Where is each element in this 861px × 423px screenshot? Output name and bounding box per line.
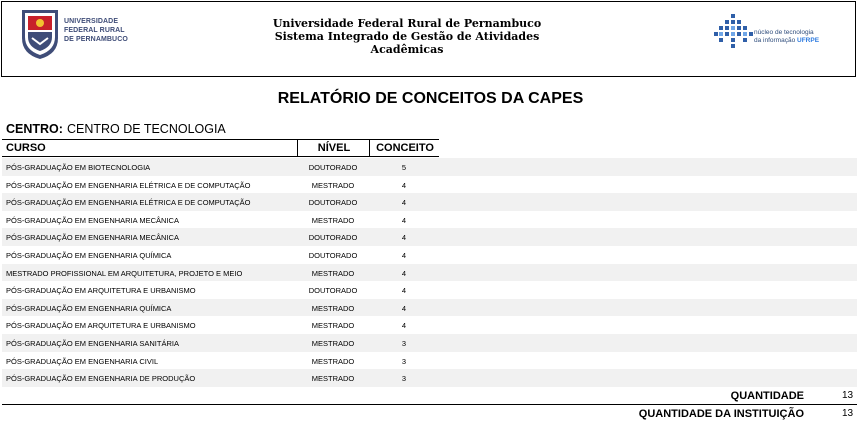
cell-nivel: MESTRADO [311,321,355,331]
report-header [1,1,856,77]
table-row [2,352,857,370]
cell-nivel: MESTRADO [311,356,355,366]
centro-value: CENTRO DE TECNOLOGIA [66,122,226,136]
table-header [2,139,439,157]
cell-curso: PÓS-GRADUAÇÃO EM ENGENHARIA CIVIL [6,356,159,366]
cell-curso: PÓS-GRADUAÇÃO EM ENGENHARIA MECÂNICA [6,233,179,243]
cell-curso: PÓS-GRADUAÇÃO EM ARQUITETURA E URBANISMO [6,321,196,331]
ntu-text-line: núcleo de tecnologia [754,29,814,36]
column-header-curso: CURSO [6,142,46,154]
cell-nivel: MESTRADO [311,374,355,384]
table-row [2,299,857,317]
quantity-summary [2,387,857,405]
quantity-value: 13 [842,390,854,401]
cell-curso: PÓS-GRADUAÇÃO EM ENGENHARIA QUÍMICA [6,250,172,260]
system-title-line: Acadêmicas [370,43,444,56]
table-row [2,334,857,352]
table-row [2,316,857,334]
table-body [2,158,857,387]
cell-curso: PÓS-GRADUAÇÃO EM ENGENHARIA QUÍMICA [6,303,172,313]
column-header-nivel: NÍVEL [297,140,370,156]
table-row [2,211,857,229]
cell-curso: PÓS-GRADUAÇÃO EM ENGENHARIA SANITÁRIA [6,338,179,348]
table-row [2,369,857,387]
system-title-line: Sistema Integrado de Gestão de Atividades [274,30,540,43]
cell-nivel: DOUTORADO [308,198,358,208]
cell-curso: PÓS-GRADUAÇÃO EM BIOTECNOLOGIA [6,163,151,172]
cell-conceito: 4 [401,250,407,260]
quantity-label: QUANTIDADE [730,390,804,402]
report-title: RELATÓRIO DE CONCEITOS DA CAPES [277,90,584,107]
cell-curso: MESTRADO PROFISSIONAL EM ARQUITETURA, PROJETO E MEIO [6,268,243,278]
table-row [2,228,857,246]
cell-conceito: 4 [401,198,407,208]
cell-nivel: DOUTORADO [308,163,358,172]
cell-nivel: MESTRADO [311,338,355,348]
cell-conceito: 3 [401,374,407,384]
cell-conceito: 5 [401,163,407,172]
cell-nivel: MESTRADO [311,303,355,313]
institution-line: FEDERAL RURAL [64,27,125,34]
ntu-brand-text [754,29,819,45]
table-row [2,176,857,194]
ntu-dots-icon [714,14,754,50]
institution-line: UNIVERSIDADE [64,18,119,25]
cell-curso: PÓS-GRADUAÇÃO EM ENGENHARIA ELÉTRICA E DE COMPUTAÇÃO [6,180,251,190]
table-row [2,264,857,282]
cell-curso: PÓS-GRADUAÇÃO EM ARQUITETURA E URBANISMO [6,286,196,296]
cell-conceito: 4 [401,321,407,331]
institution-quantity-summary [2,405,857,423]
institution-name [64,17,128,44]
institution-quantity-value: 13 [842,408,854,419]
cell-conceito: 4 [401,286,407,296]
cell-curso: PÓS-GRADUAÇÃO EM ENGENHARIA DE PRODUÇÃO [6,374,196,384]
system-title-line: Universidade Federal Rural de Pernambuco [272,17,542,30]
institution-quantity-label: QUANTIDADE DA INSTITUIÇÃO [638,408,804,420]
cell-conceito: 4 [401,215,407,225]
cell-conceito: 4 [401,180,407,190]
ufrpe-crest-icon [20,8,60,60]
cell-conceito: 3 [401,356,407,366]
cell-nivel: MESTRADO [311,268,355,278]
table-row [2,158,857,176]
table-row [2,281,857,299]
column-header-conceito: CONCEITO [369,140,440,156]
table-row [2,193,857,211]
centro-label: CENTRO: [6,122,63,136]
ntu-brand: UFRPE [797,37,820,44]
cell-nivel: DOUTORADO [308,286,358,296]
centro-line [6,122,226,136]
table-row [2,246,857,264]
cell-nivel: DOUTORADO [308,233,358,243]
cell-conceito: 4 [401,233,407,243]
cell-nivel: MESTRADO [311,215,355,225]
cell-nivel: MESTRADO [311,180,355,190]
ntu-text-line [754,37,819,45]
ntu-text-line-2: da informação [754,37,796,44]
cell-curso: PÓS-GRADUAÇÃO EM ENGENHARIA ELÉTRICA E DE COMPUTAÇÃO [6,198,251,208]
cell-conceito: 4 [401,303,407,313]
institution-line: DE PERNAMBUCO [64,36,128,43]
system-title [202,17,612,56]
cell-nivel: DOUTORADO [308,250,358,260]
cell-curso: PÓS-GRADUAÇÃO EM ENGENHARIA MECÂNICA [6,215,179,225]
cell-conceito: 3 [401,338,407,348]
cell-conceito: 4 [401,268,407,278]
